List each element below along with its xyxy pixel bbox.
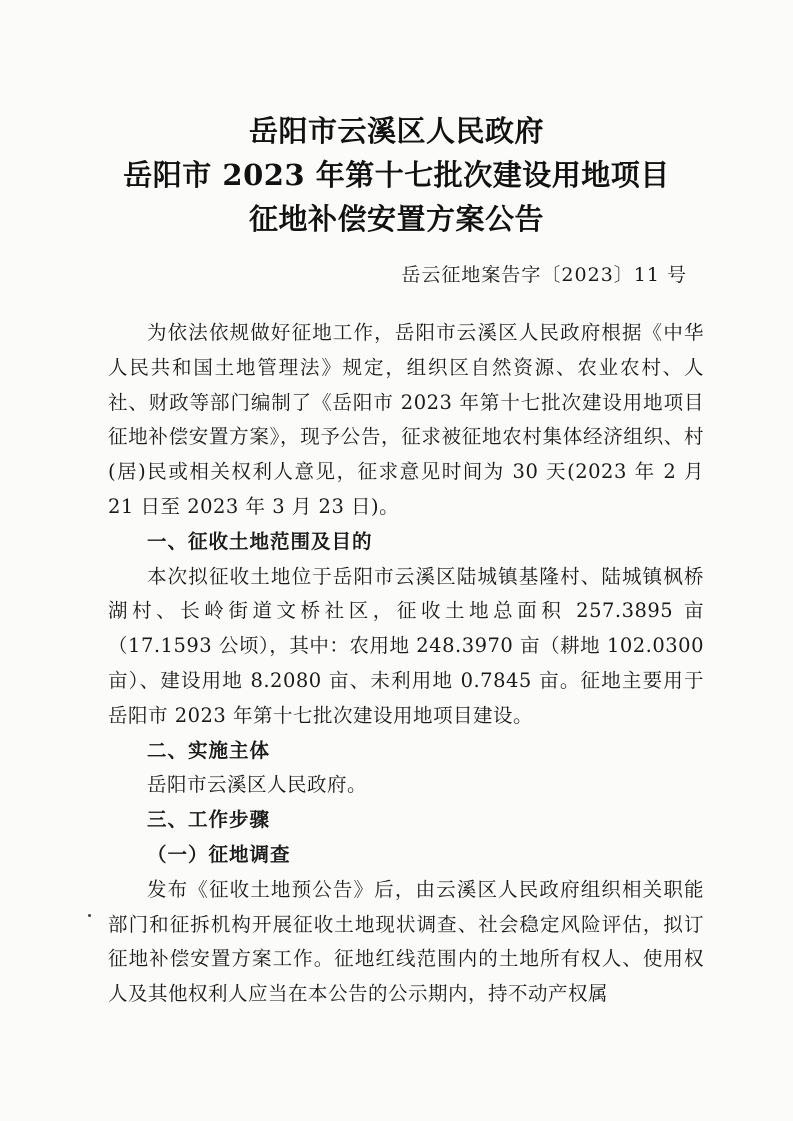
document-number: 岳云征地案告字〔2023〕11 号 (401, 264, 687, 286)
scope-paragraph: 本次拟征收土地位于岳阳市云溪区陆城镇基隆村、陆城镇枫桥湖村、长岭街道文桥社区，征收土地总面积 257.3895 亩（17.1593 公顷），其中：农用地 248.3970 亩（耕地 102.0300 亩）、建设用地 8.2080 亩、未利用地 0.7845 亩。征地主要用于岳阳市 2023 年第十七批次建设用地项目建设。 (108, 564, 704, 727)
subject-paragraph: 岳阳市云溪区人民政府。 (147, 773, 368, 797)
section-heading-scope: 一、征收土地范围及目的 (147, 529, 373, 553)
intro-paragraph: 为依法依规做好征地工作，岳阳市云溪区人民政府根据《中华人民共和国土地管理法》规定，组织区自然资源、农业农村、人社、财政等部门编制了《岳阳市 2023 年第十七批次建设用地项目征地补偿安置方案》，现予公告，征求被征地农村集体经济组织、村(居)民或相关权利人意见，征求意见时间为 30 天(2023 年 2 月 21 日至 2023 年 3 月 23 日)。 (108, 321, 704, 518)
survey-paragraph: 发布《征收土地预公告》后，由云溪区人民政府组织相关职能部门和征拆机构开展征收土地现状调查、社会稳定风险评估，拟订征地补偿安置方案工作。征地红线范围内的土地所有权人、使用权人及其他权利人应当在本公告的公示期内，持不动产权属 (108, 877, 704, 1006)
subsection-heading-survey: （一）征地调查 (147, 842, 291, 866)
title-issuer: 岳阳市云溪区人民政府 (248, 114, 544, 148)
section-heading-steps: 三、工作步骤 (147, 808, 271, 832)
scan-speck (88, 914, 91, 917)
title-subject: 征地补偿安置方案公告 (248, 202, 544, 236)
title-project: 岳阳市 2023 年第十七批次建设用地项目 (123, 158, 670, 192)
section-heading-subject: 二、实施主体 (147, 738, 271, 762)
document-body (108, 316, 704, 1012)
